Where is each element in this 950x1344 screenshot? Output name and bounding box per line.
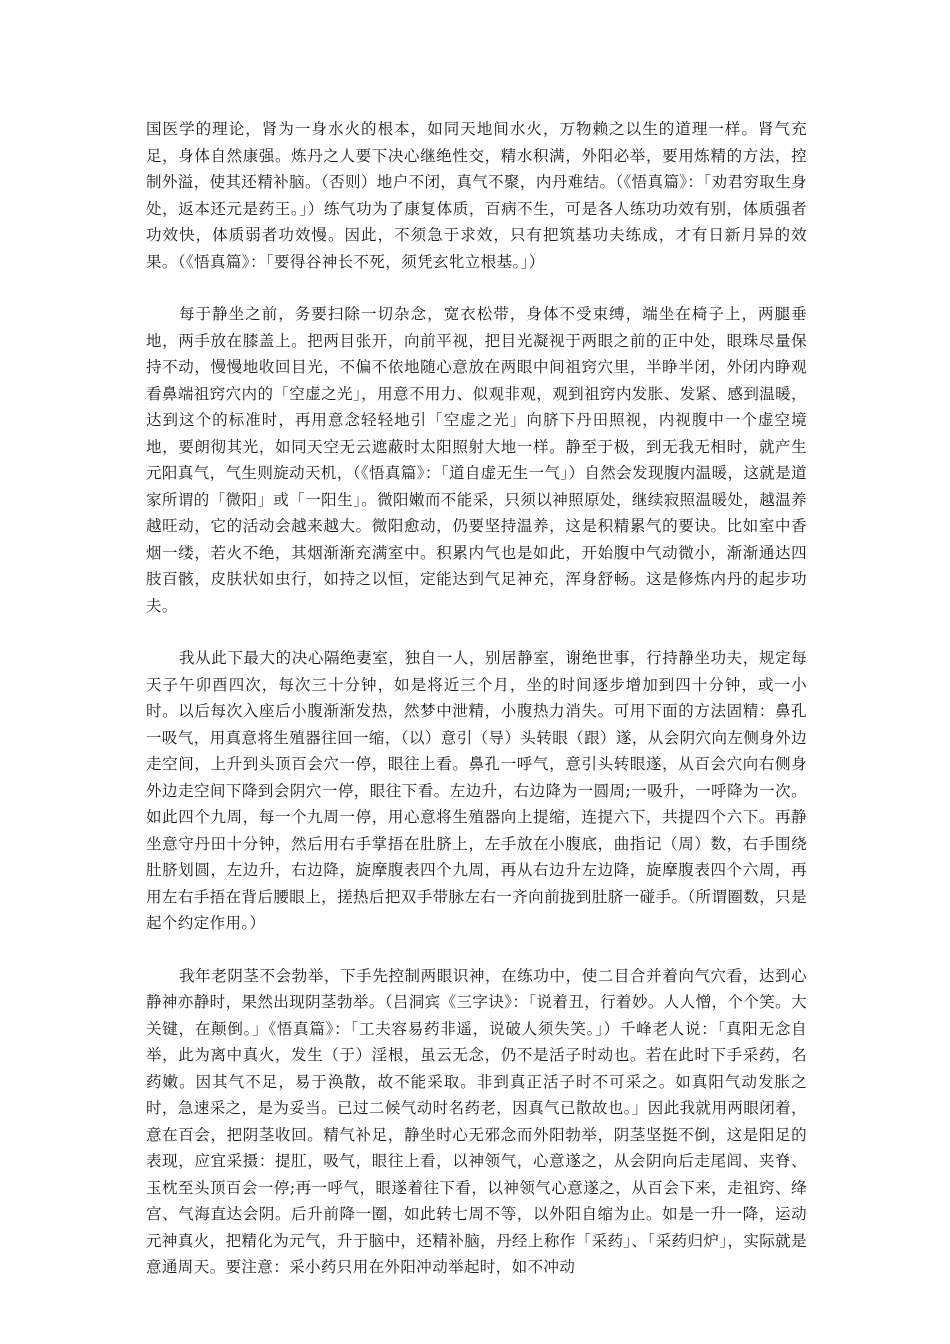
paragraph-4: 我年老阴茎不会勃举，下手先控制两眼识神，在练功中，使二目合并着向气穴看，达到心静神亦静时，果然出现阴茎勃举。（吕洞宾《三字诀》：「说着丑，行着妙。人人憎，个个笑。大关键，在颠倒。」《悟真篇》：「工夫容易药非遥，说破人须失笑。」）千峰老人说：「真阳无念自举，此为离中真火，发生（于）淫根，虽云无念，仍不是活子时动也。若在此时下手采药，名药嫩。因其气不足，易于涣散，故不能采取。非到真正活子时不可采之。如真阳气动发胀之时，急速采之，是为妥当。已过二候气动时名药老，因真气已散故也。」因此我就用两眼闭着，意在百会，把阴茎收回。精气补足，静坐时心无邪念而外阳勃举，阴茎坚挺不倒，这是阳足的表现，应宜采摄：提肛，吸气，眼往上看，以神领气，心意遂之，从会阴向后走尾闾、夹脊、玉枕至头顶百会一停;再一呼气，眼遂着往下看，以神领气心意遂之，从百会下来，走祖窍、绛宫、气海直达会阴。后升前降一圈，如此转七周不等，以外阳自缩为止。如是一升一降，运动元神真火，把精化为元气，升于脑中，还精补脑，丹经上称作「采药」、「采药归炉」，实际就是意通周天。要注意：采小药只用在外阳冲动举起时，如不冲动 xyxy=(146,966,807,1276)
paragraph-2: 每于静坐之前，务要扫除一切杂念，宽衣松带，身体不受束缚，端坐在椅子上，两腿垂地，两手放在膝盖上。把两目张开，向前平视，把目光凝视于两眼之前的正中处，眼珠尽量保持不动，慢慢地收回目光，不偏不依地随心意放在两眼中间祖窍穴里，半睁半闭，外闭内睁观看鼻端祖窍穴内的「空虚之光」，用意不用力、似观非观，观到祖窍内发胀、发紧、感到温暖，达到这个的标准时，再用意念轻轻地引「空虚之光」向脐下丹田照视，内视腹中一个虚空境地，要朗彻其光，如同天空无云遮蔽时太阳照射大地一样。静至于极，到无我无相时，就产生元阳真气，气生则旋动天机，（《悟真篇》：「道自虚无生一气」）自然会发现腹内温暖，这就是道家所谓的「微阳」或「一阳生」。微阳嫩而不能采，只须以神照原处，继续寂照温暖处，越温养越旺动，它的活动会越来越大。微阳愈动，仍要坚持温养，这是积精累气的要诀。比如室中香烟一缕，若火不绝，其烟渐渐充满室中。积累内气也是如此，开始腹中气动微小，渐渐通达四肢百骸，皮肤状如虫行，如持之以恒，定能达到气足神充，浑身舒畅。这是修炼内丹的起步功夫。 xyxy=(146,305,807,615)
document-body xyxy=(146,116,807,1281)
paragraph-3: 我从此下最大的决心隔绝妻室，独自一人，别居静室，谢绝世事，行持静坐功夫，规定每天子午卯酉四次，每次三十分钟，如是将近三个月，坐的时间逐步增加到四十分钟，或一小时。以后每次入座后小腹渐渐发热，然梦中泄精，小腹热力消失。可用下面的方法固精：鼻孔一吸气，用真意将生殖器往回一缩，（以）意引（导）头转眼（跟）遂，从会阴穴向左侧身外边走空间，上升到头顶百会穴一停，眼往上看。鼻孔一呼气，意引头转眼遂，从百会穴向右侧身外边走空间下降到会阴穴一停，眼往下看。左边升，右边降为一圆周;一吸升，一呼降为一次。如此四个九周，每一个九周一停，用心意将生殖器向上提缩，连提六下，共提四个六下。再静坐意守丹田十分钟，然后用右手掌捂在肚脐上，左手放在小腹底，曲指记（周）数，右手围绕肚脐划圆，左边升，右边降，旋摩腹表四个九周，再从右边升左边降，旋摩腹表四个六周，再用左右手捂在背后腰眼上，搓热后把双手带脉左右一齐向前拢到肚脐一碰手。（所谓圈数，只是起个约定作用。） xyxy=(146,649,807,932)
paragraph-1: 国医学的理论，肾为一身水火的根本，如同天地间水火，万物赖之以生的道理一样。肾气充足，身体自然康强。炼丹之人要下决心继绝性交，精水积满，外阳必举，要用炼精的方法，控制外溢，使其还精补脑。（否则）地户不闭，真气不聚，内丹难结。（《悟真篇》：「劝君穷取生身处，返本还元是药王。」）练气功为了康复体质，百病不生，可是各人练功功效有别，体质强者功效快，体质弱者功效慢。因此，不须急于求效，只有把筑基功夫练成，才有日新月异的效果。（《悟真篇》：「要得谷神长不死，须凭玄牝立根基。」） xyxy=(146,120,807,271)
